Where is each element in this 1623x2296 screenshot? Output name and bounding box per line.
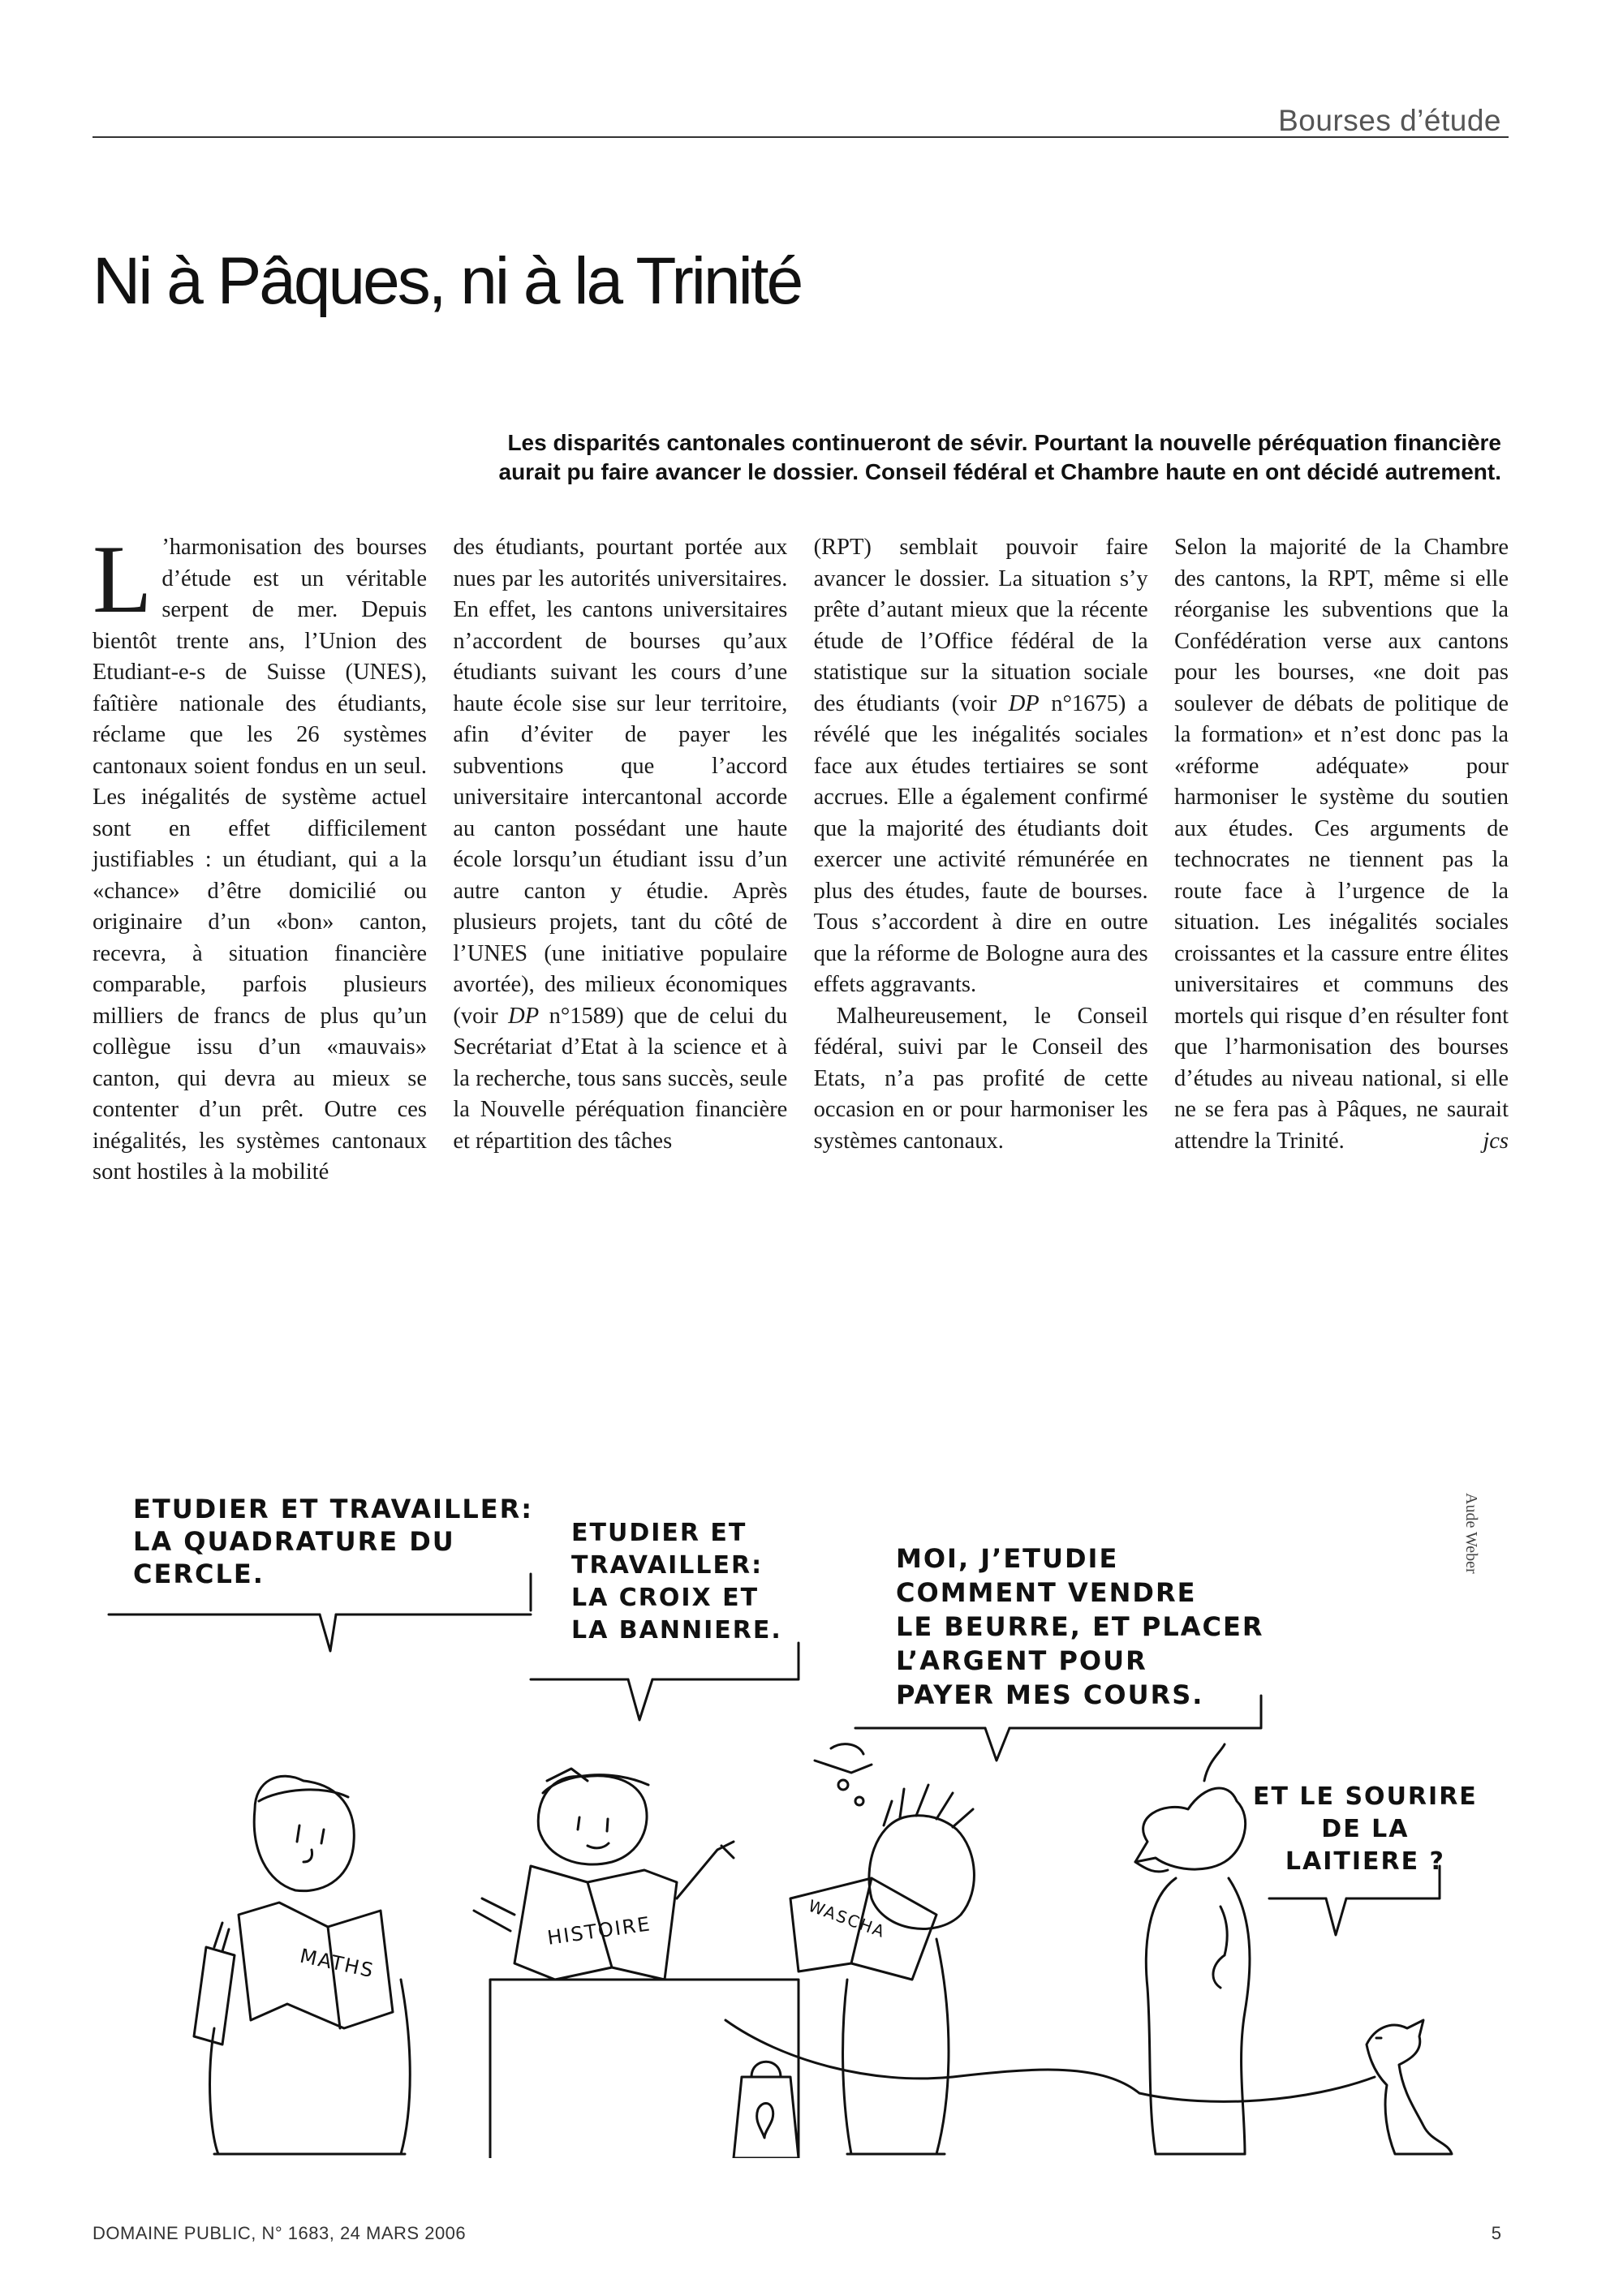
thought-dot (838, 1780, 848, 1790)
bubble-1-line-1: ETUDIER ET TRAVAILLER: (133, 1494, 534, 1524)
header-rule (93, 136, 1509, 138)
bubble-4-line-3: LAITIERE ? (1285, 1847, 1445, 1876)
column-4-text: Selon la majorité de la Chambre des cantons, la RPT, même si elle réorganise les subventions que la Confédération verse aux cantons pour les bourses, «ne doit pas soulever de débats de politique de la formation» et n’est donc pas la «réforme adéquate» pour harmoniser le système du soutien aux études. Ces arguments de technocrates ne tiennent pas la route face à l’urgence de la situation. Les inégalités sociales croissantes et la cassure entre élites universitaires et communs des mortels qui risque d’en résulter font que l’harmonisation des bourses d’études au niveau national, si elle ne se fera pas à Pâques, ne saurait attendre la Trinité. (1173, 535, 1509, 1154)
book-label-economics: WASCHA (805, 1895, 889, 1942)
speech-bubble-3 (896, 1541, 1264, 1712)
bubble-3-tail (985, 1728, 1010, 1761)
column-2 (453, 532, 787, 1189)
thought-dot (855, 1797, 863, 1805)
bubble-2-line-3: LA CROIX ET (571, 1584, 760, 1612)
column-3 (814, 532, 1148, 1189)
book-label-maths: MATHS (298, 1944, 377, 1983)
student-histoire-figure (474, 1769, 734, 1980)
column-3-text-b: n°1675) a révélé que les inégalités sociales face aux études tertiaires se sont accrues. Elle a également confirmé que la majorité des étudiants doit exercer une activité rémunérée en plus des études, faute de bourses. Tous s’accordent à dire en outre que la réforme de Bologne aura des effets aggravants. (813, 690, 1148, 997)
bubble-2-line-4: LA BANNIERE. (571, 1616, 782, 1645)
bubble-2-line-2: TRAVAILLER: (571, 1551, 764, 1580)
column-1 (93, 525, 427, 1189)
lead-line-2: aurait pu faire avancer le dossier. Conseil fédéral et Chambre haute en ont décidé autrement. (498, 459, 1501, 484)
bubble-4-line-1: ET LE SOURIRE (1253, 1782, 1478, 1811)
page-number: 5 (1491, 2223, 1501, 2243)
column-2-text-a: des étudiants, pourtant portée aux nues par les autorités universitaires. En effet, les cantons universitaires n’accordent de bourses qu’aux étudiants suivant les cours d’une haute école sise sur leur territoire, afin d’éviter de payer les subventions que l’accord universitaire intercantonal accorde au canton possédant une haute école lorsqu’un étudiant issu d’un autre canton y étudie. Après plusieurs projets, tant du côté de l’UNES (une initiative populaire avortée), des milieux économiques (voir (453, 535, 788, 1029)
column-2-text-b: n°1589) que de celui du Secrétariat d’Etat à la science et à la recherche, tous sans succès, seule la Nouvelle péréquation financière et répartition des tâches (453, 1003, 788, 1154)
dp-reference: DP (1008, 690, 1040, 716)
speech-bubble-1 (133, 1493, 533, 1590)
footer-publication: DOMAINE PUBLIC, N° 1683, 24 MARS 2006 (93, 2223, 467, 2243)
bubble-2-line-1: ETUDIER ET (571, 1519, 747, 1547)
bubble-3-line-2: COMMENT VENDRE (896, 1577, 1197, 1608)
student-economics-figure (725, 1744, 1139, 2154)
bubble-4-line-2: DE LA (1321, 1815, 1410, 1843)
author-signature: jcs (1483, 1128, 1509, 1154)
bubble-3-line-3: LE BEURRE, ET PLACER (896, 1611, 1264, 1642)
bubble-1-tail (320, 1615, 336, 1651)
bubble-2-underline (531, 1643, 799, 1679)
paragraph: Malheureusement, le Conseil fédéral, suivi par le Conseil des Etats, n’a pas profité de cette occasion en or pour harmoniser les systèmes cantonaux. (813, 1003, 1148, 1154)
book-label-histoire: HISTOIRE (545, 1912, 653, 1950)
bubble-3-line-4: L’ARGENT POUR (896, 1645, 1147, 1676)
article-body (93, 525, 1509, 1189)
bubble-2-tail (628, 1679, 652, 1720)
dp-reference: DP (508, 1003, 540, 1029)
cartoon-illustration (93, 1460, 1509, 2158)
column-4 (1174, 532, 1509, 1189)
column-3-text-a: (RPT) semblait pouvoir faire avancer le dossier. La situation s’y prête d’autant mieux que la récente étude de l’Office fédéral de la statistique sur la situation sociale des étudiants (voir (813, 535, 1148, 716)
paragraph (453, 532, 787, 1157)
bubble-1-line-3: CERCLE. (133, 1559, 265, 1589)
speech-bubble-2 (571, 1517, 782, 1647)
lead-line-1: Les disparités cantonales continueront de sévir. Pourtant la nouvelle péréquation financière (507, 430, 1501, 455)
article-title: Ni à Pâques, ni à la Trinité (93, 244, 802, 318)
article-lead (235, 428, 1501, 487)
bubble-4-tail (1326, 1898, 1346, 1935)
bubble-3-line-5: PAYER MES COURS. (896, 1679, 1204, 1710)
cartoon-credit: Aude Weber (1462, 1493, 1480, 1574)
paragraph (814, 532, 1148, 1001)
column-1-text: ’harmonisation des bourses d’étude est un véritable serpent de mer. Depuis bientôt trente ans, l’Union des Etudiant-e-s de Suisse (UNES), faîtière nationale des étudiants, réclame que les 26 systèmes cantonaux soient fondus en un seul. Les inégalités de système actuel sont en effet difficilement justifiables : un étudiant, qui a la «chance» d’être domicilié ou originaire d’un «bon» canton, recevra, à situation financière comparable, parfois plusieurs milliers de francs de plus qu’un collègue issu d’un «mauvais» canton, qui devra au mieux se contenter d’un prêt. Outre ces inégalités, les systèmes cantonaux sont hostiles à la mobilité (93, 535, 427, 1185)
section-rubric: Bourses d’étude (1278, 104, 1501, 137)
shopping-bag (734, 2062, 799, 2158)
drop-cap: L (93, 525, 153, 633)
bubble-3-line-1: MOI, J’ETUDIE (896, 1543, 1119, 1574)
paragraph (1174, 532, 1509, 1157)
paragraph (93, 525, 427, 1189)
bubble-1-line-2: LA QUADRATURE DU (133, 1526, 455, 1557)
speech-bubble-4 (1253, 1781, 1478, 1878)
